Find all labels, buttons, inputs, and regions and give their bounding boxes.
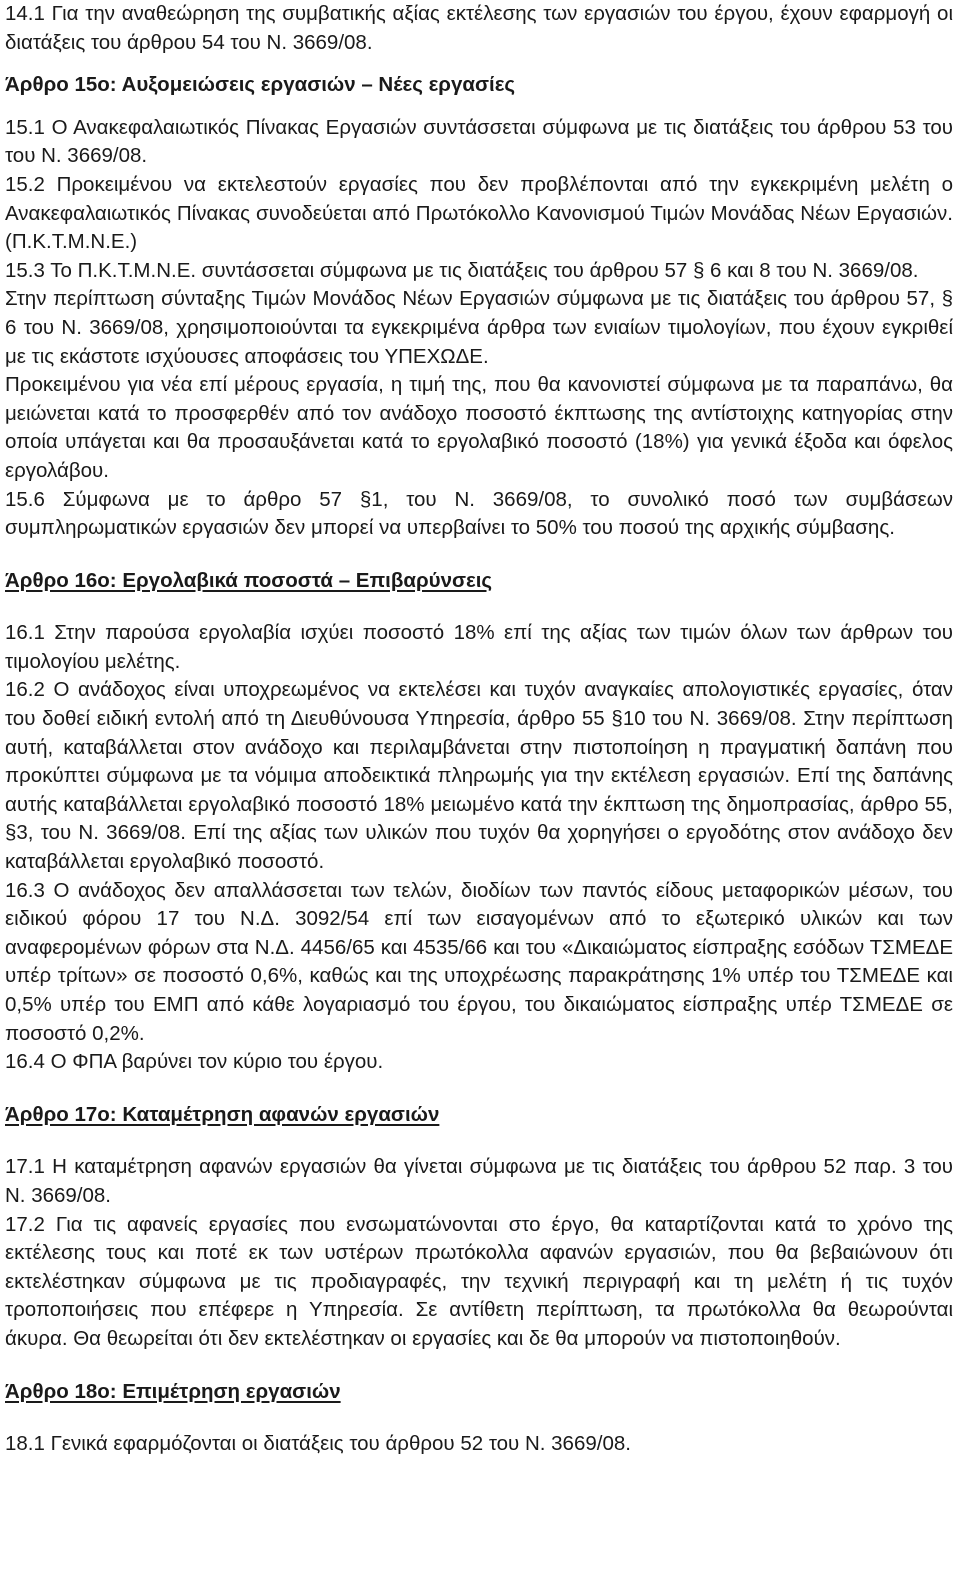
spacer	[5, 100, 953, 114]
paragraph-15-1: 15.1 Ο Ανακεφαλαιωτικός Πίνακας Εργασιών συντάσσεται σύμφωνα με τις διατάξεις του άρθρου 53 του του Ν. 3669/08.	[5, 115, 953, 168]
heading-article-17: Άρθρο 17ο: Καταμέτρηση αφανών εργασιών	[5, 1102, 440, 1126]
spacer	[5, 1077, 953, 1101]
paragraph-17-1: 17.1 Η καταμέτρηση αφανών εργασιών θα γίνεται σύμφωνα με τις διατάξεις του άρθρου 52 παρ. 3 του Ν. 3669/08.	[5, 1155, 953, 1207]
paragraph-17-2: 17.2 Για τις αφανείς εργασίες που ενσωματώνονται στο έργο, θα καταρτίζονται κατά το χρόνο της εκτέλεσης τους και ποτέ εκ των υστέρων πρωτόκολλα αφανών εργασιών, που θα βεβαιώνουν ότι εκτελέστηκαν σύμφωνα με τις προδιαγραφές, την τεχνική περιγραφή και τη μελέτη ή τις τυχόν τροποποιήσεις που επέφερε η Υπηρεσία. Σε αντίθετη περίπτωση, τα πρωτόκολλα θα θεωρούνται άκυρα. Θα θεωρείται ότι δεν εκτελέστηκαν οι εργασίες και δε θα μπορούν να πιστοποιηθούν.	[5, 1212, 953, 1350]
heading-article-16: Άρθρο 16ο: Εργολαβικά ποσοστά – Επιβαρύνσεις	[5, 568, 493, 592]
spacer	[5, 1129, 953, 1153]
paragraph-15-3-c: Προκειμένου για νέα επί μέρους εργασία, η τιμή της, που θα κανονιστεί σύμφωνα με τα παραπάνω, θα μειώνεται κατά το προσφερθέν από τον ανάδοχο ποσοστό έκπτωσης της αντίστοιχης κατηγορίας στην οποία υπάγεται και θα προσαυξάνεται κατά το εργολαβικό ποσοστό (18%) για γενικά έξοδα και όφελος εργολάβου.	[5, 373, 953, 482]
heading-article-15: Άρθρο 15ο: Αυξομειώσεις εργασιών – Νέες εργασίες	[5, 73, 516, 97]
paragraph-15-6: 15.6 Σύμφωνα με το άρθρο 57 §1, του Ν. 3669/08, το συνολικό ποσό των συμβάσεων συμπληρωματικών εργασιών δεν μπορεί να υπερβαίνει το 50% του ποσού της αρχικής σύμβασης.	[5, 487, 953, 540]
heading-article-18: Άρθρο 18ο: Επιμέτρηση εργασιών	[5, 1379, 341, 1403]
paragraph-15-3-b: Στην περίπτωση σύνταξης Τιμών Μονάδος Νέων Εργασιών σύμφωνα με τις διατάξεις του άρθρου 57, § 6 του Ν. 3669/08, χρησιμοποιούνται τα εγκεκριμένα άρθρα των ενιαίων τιμολογίων, που έχουν εγκριθεί με τις εκάστοτε ισχύουσες αποφάσεις του ΥΠΕΧΩΔΕ.	[5, 287, 953, 368]
paragraph-16-4: 16.4 Ο ΦΠΑ βαρύνει τον κύριο του έργου.	[5, 1050, 384, 1074]
paragraph-14-1: 14.1 Για την αναθεώρηση της συμβατικής αξίας εκτέλεσης των εργασιών του έργου, έχουν εφαρμογή οι διατάξεις του άρθρου 54 του Ν. 3669/08.	[5, 2, 953, 54]
spacer	[5, 1406, 953, 1430]
spacer	[5, 543, 953, 567]
paragraph-15-3: 15.3 Το Π.Κ.Τ.Μ.Ν.Ε. συντάσσεται σύμφωνα με τις διατάξεις του άρθρου 57 § 6 και 8 του Ν. 3669/08.	[5, 258, 919, 282]
paragraph-18-1: 18.1 Γενικά εφαρμόζονται οι διατάξεις του άρθρου 52 του Ν. 3669/08.	[5, 1432, 631, 1456]
paragraph-16-3: 16.3 Ο ανάδοχος δεν απαλλάσσεται των τελών, διοδίων των παντός είδους μεταφορικών μέσων, του ειδικού φόρου 17 του Ν.Δ. 3092/54 επί των εισαγομένων από το εξωτερικό υλικών και των αναφερομένων φόρων στα Ν.Δ. 4456/65 και 4535/66 και του «Δικαιώματος είσπραξης εσόδων ΤΣΜΕΔΕ υπέρ τρίτων» σε ποσοστό 0,6%, καθώς και της υποχρέωσης παρακράτησης 1% υπέρ του ΤΣΜΕΔΕ και 0,5% υπέρ του ΕΜΠ από κάθε λογαριασμό του έργου, του δικαιώματος είσπραξης υπέρ ΤΣΜΕΔΕ σε ποσοστό 0,2%.	[5, 878, 953, 1045]
spacer	[5, 57, 953, 71]
paragraph-16-2: 16.2 Ο ανάδοχος είναι υποχρεωμένος να εκτελέσει και τυχόν αναγκαίες απολογιστικές εργασίες, όταν του δοθεί ειδική εντολή από τη Διευθύνουσα Υπηρεσία, άρθρο 55 §10 του Ν. 3669/08. Στην περίπτωση αυτή, καταβάλλεται στον ανάδοχο και περιλαμβάνεται στην πιστοποίηση η πραγματική δαπάνη που προκύπτει σύμφωνα με τα νόμιμα αποδεικτικά πληρωμής για την εκτέλεση εργασιών. Επί της δαπάνης αυτής καταβάλλεται εργολαβικό ποσοστό 18% μειωμένο κατά την έκπτωση της δημοπρασίας, άρθρο 55, §3, του Ν. 3669/08. Επί της αξίας των υλικών που τυχόν θα χορηγήσει ο εργοδότης στον ανάδοχο δεν καταβάλλεται εργολαβικό ποσοστό.	[5, 678, 953, 874]
spacer	[5, 595, 953, 619]
paragraph-15-2: 15.2 Προκειμένου να εκτελεστούν εργασίες που δεν προβλέπονται από την εγκεκριμένη μελέτη ο Ανακεφαλαιωτικός Πίνακας συνοδεύεται από Πρωτόκολλο Κανονισμού Τιμών Μονάδας Νέων Εργασιών. (Π.Κ.Τ.Μ.Ν.Ε.)	[5, 172, 953, 254]
paragraph-16-1: 16.1 Στην παρούσα εργολαβία ισχύει ποσοστό 18% επί της αξίας των τιμών όλων των άρθρων του τιμολογίου μελέτης.	[5, 621, 953, 673]
spacer	[5, 1354, 953, 1378]
